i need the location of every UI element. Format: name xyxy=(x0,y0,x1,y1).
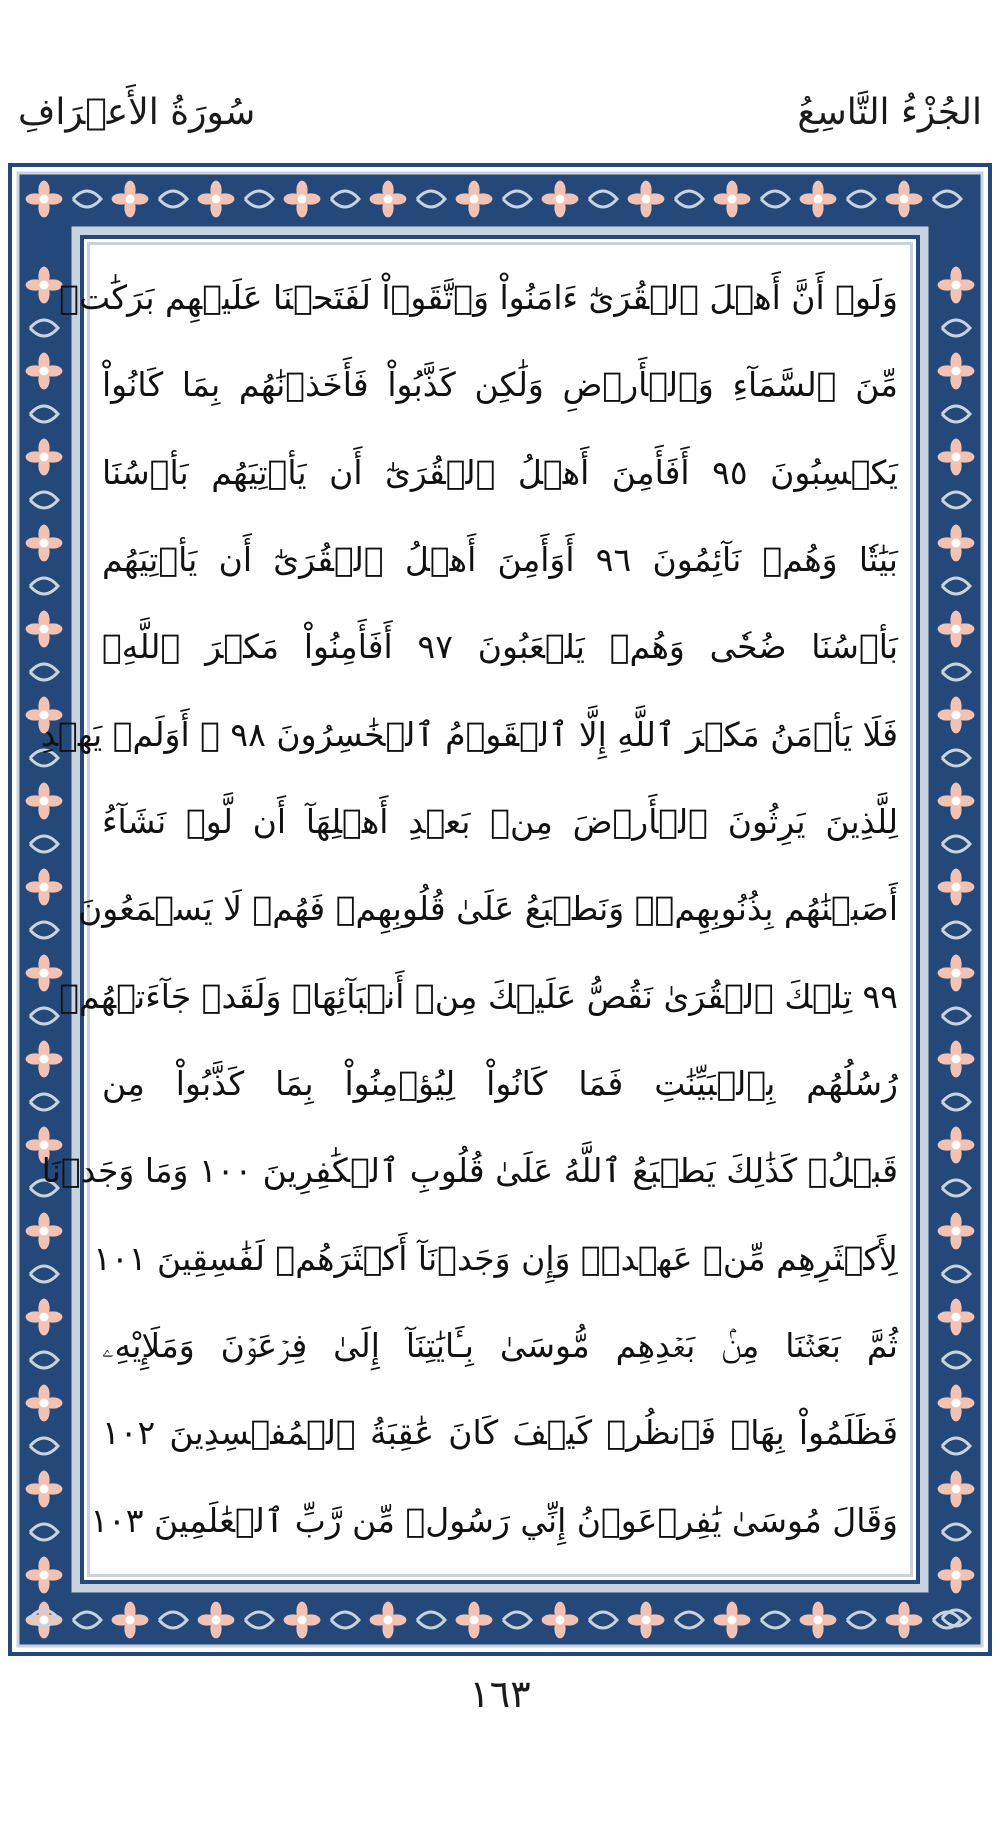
text-line: بَأۡسُنَا ضُحٗى وَهُمۡ يَلۡعَبُونَ ٩٧ أَفَأَمِنُواْ مَكۡرَ ٱللَّهِۚ xyxy=(102,627,899,667)
text-line: ٩٩ تِلۡكَ ٱلۡقُرَىٰ نَقُصُّ عَلَيۡكَ مِنۡ أَنۢبَآئِهَاۚ وَلَقَدۡ جَآءَتۡهُمۡ xyxy=(59,976,898,1016)
text-line: أَصَبۡنَٰهُم بِذُنُوبِهِمۡۚ وَنَطۡبَعُ عَلَىٰ قُلُوبِهِمۡ فَهُمۡ لَا يَسۡمَعُونَ xyxy=(77,889,898,929)
juz-title: الجُزْءُ التَّاسِعُ xyxy=(797,92,982,133)
text-line: مِّنَ ٱلسَّمَآءِ وَٱلۡأَرۡضِ وَلَٰكِن كَذَّبُواْ فَأَخَذۡنَٰهُم بِمَا كَانُواْ xyxy=(102,365,898,405)
surah-title: سُورَةُ الأَعۡرَافِ xyxy=(18,92,256,133)
text-line: وَلَوۡ أَنَّ أَهۡلَ ٱلۡقُرَىٰٓ ءَامَنُواْ وَٱتَّقَوۡاْ لَفَتَحۡنَا عَلَيۡهِم بَرَكَٰتٖ xyxy=(59,278,898,317)
text-line: فَلَا يَأۡمَنُ مَكۡرَ ٱللَّهِ إِلَّا ٱلۡقَوۡمُ ٱلۡخَٰسِرُونَ ٩٨ ۞ أَوَلَمۡ يَهۡدِ xyxy=(40,714,898,754)
page-number: ١٦٣ xyxy=(469,1672,531,1716)
text-line: ثُمَّ بَعَثۡنَا مِنۢ بَعۡدِهِم مُّوسَىٰ بِـَٔايَٰتِنَآ إِلَىٰ فِرۡعَوۡنَ وَمَلَإِيْهِۦ xyxy=(102,1326,898,1366)
ornamental-frame xyxy=(8,163,992,1656)
text-panel xyxy=(40,235,920,1584)
page-header xyxy=(0,0,1000,160)
text-line: وَقَالَ مُوسَىٰ يَٰفِرۡعَوۡنُ إِنِّي رَسُولٞ مِّن رَّبِّ ٱلۡعَٰلَمِينَ ١٠٣ xyxy=(90,1500,898,1540)
text-line: بَيَٰتٗا وَهُمۡ نَآئِمُونَ ٩٦ أَوَأَمِنَ أَهۡلُ ٱلۡقُرَىٰٓ أَن يَأۡتِيَهُم xyxy=(102,540,898,580)
text-line: رُسُلُهُم بِٱلۡبَيِّنَٰتِ فَمَا كَانُواْ لِيُؤۡمِنُواْ بِمَا كَذَّبُواْ مِن xyxy=(102,1064,898,1104)
text-line: لِأَكۡثَرِهِم مِّنۡ عَهۡدٖۖ وَإِن وَجَدۡنَآ أَكۡثَرَهُمۡ لَفَٰسِقِينَ ١٠١ xyxy=(93,1238,898,1278)
ayah-lines xyxy=(40,261,899,1558)
text-line: يَكۡسِبُونَ ٩٥ أَفَأَمِنَ أَهۡلُ ٱلۡقُرَىٰٓ أَن يَأۡتِيَهُم بَأۡسُنَا xyxy=(102,452,898,492)
text-line: قَبۡلُۚ كَذَٰلِكَ يَطۡبَعُ ٱللَّهُ عَلَىٰ قُلُوبِ ٱلۡكَٰفِرِينَ ١٠٠ وَمَا وَجَدۡنَا xyxy=(41,1151,898,1191)
text-line: لِلَّذِينَ يَرِثُونَ ٱلۡأَرۡضَ مِنۢ بَعۡدِ أَهۡلِهَآ أَن لَّوۡ نَشَآءُ xyxy=(102,802,898,842)
text-line: فَظَلَمُواْ بِهَاۖ فَٱنظُرۡ كَيۡفَ كَانَ عَٰقِبَةُ ٱلۡمُفۡسِدِينَ ١٠٢ xyxy=(102,1413,898,1453)
